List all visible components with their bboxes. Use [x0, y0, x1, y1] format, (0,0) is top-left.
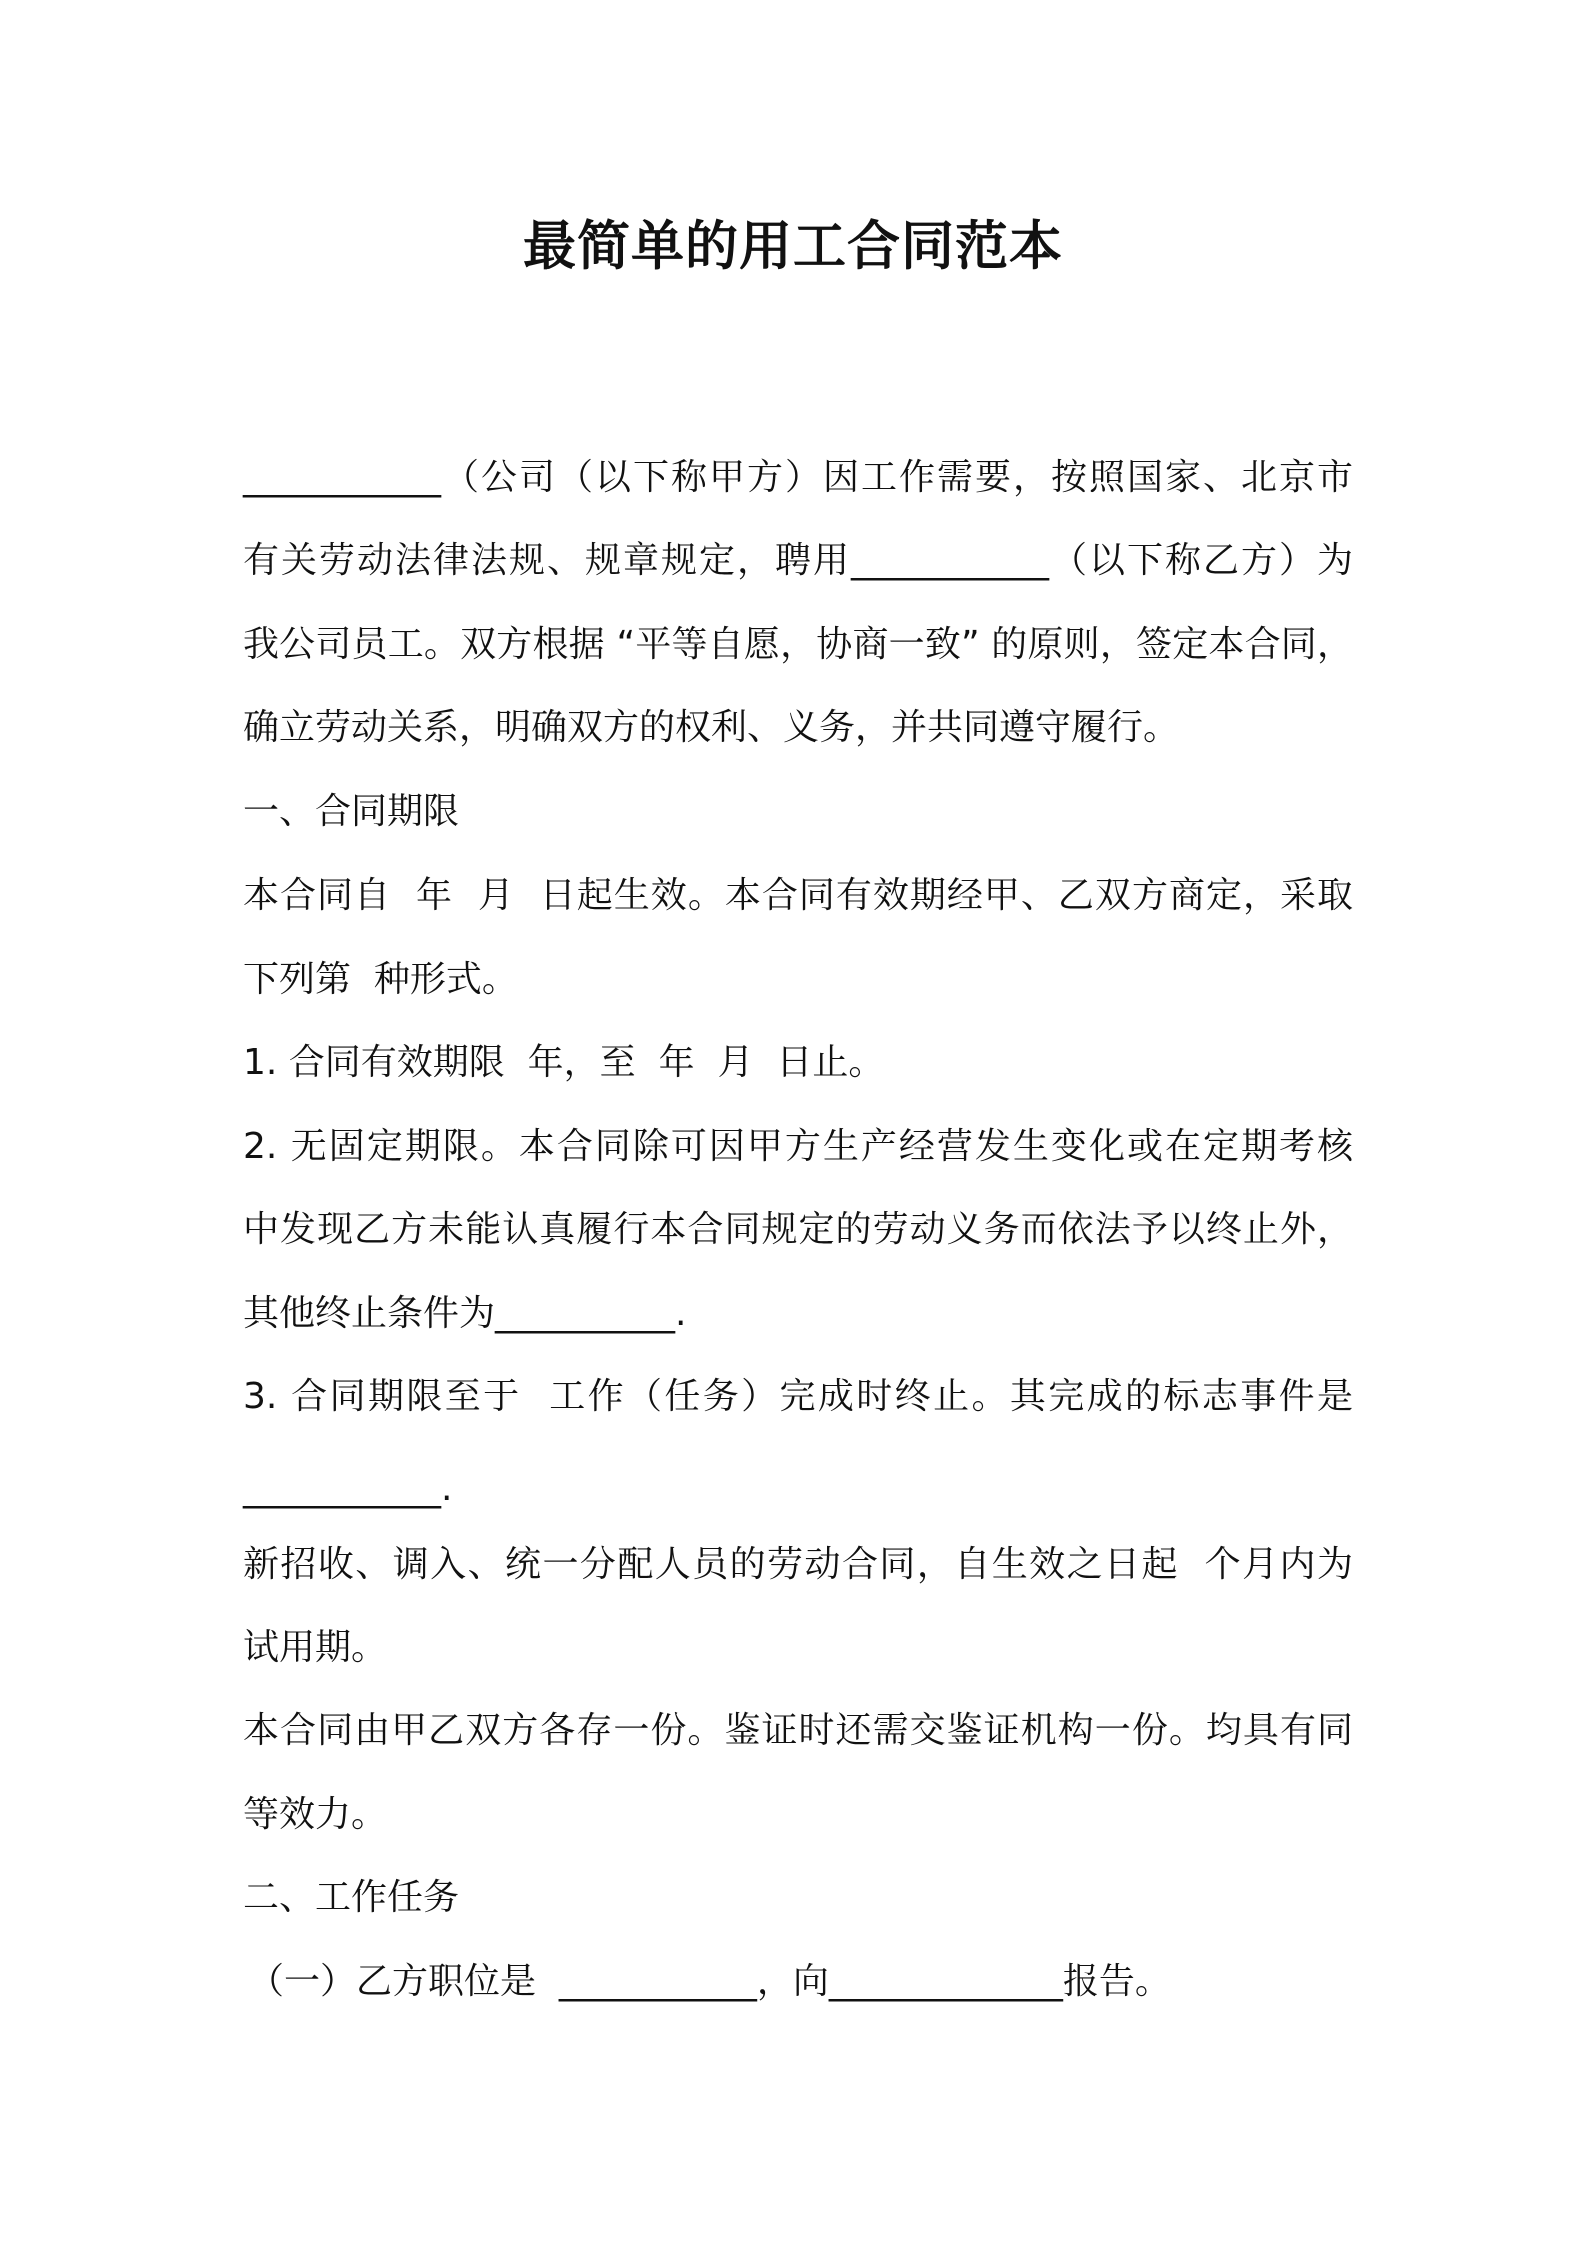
paragraph-line: 下列第 种形式。: [243, 959, 518, 1000]
list-item: 3. 合同期限至于 工作（任务）完成时终止。其完成的标志事件是: [243, 1376, 1353, 1417]
list-item: 2. 无固定期限。本合同除可因甲方生产经营发生变化或在定期考核: [243, 1126, 1353, 1167]
paragraph-line: ___________（公司（以下称甲方）因工作需要，按照国家、北京市: [243, 457, 1353, 498]
paragraph-line: 确立劳动关系，明确双方的权利、义务，并共同遵守履行。: [243, 707, 1180, 748]
paragraph-line: 本合同自 年 月 日起生效。本合同有效期经甲、乙双方商定，采取: [243, 875, 1353, 916]
paragraph-line: 新招收、调入、统一分配人员的劳动合同，自生效之日起 个月内为: [243, 1544, 1353, 1585]
paragraph-line: ___________.: [243, 1468, 453, 1509]
paragraph-line: 试用期。: [243, 1627, 388, 1668]
paragraph-line: 中发现乙方未能认真履行本合同规定的劳动义务而依法予以终止外，: [243, 1209, 1353, 1250]
section-heading: 二、工作任务: [243, 1877, 460, 1918]
list-item: 1. 合同有效期限 年，至 年 月 日止。: [243, 1042, 885, 1083]
paragraph-line: （一）乙方职位是 ___________，向_____________报告。: [248, 1961, 1171, 2002]
document-title: 最简单的用工合同范本: [523, 216, 1063, 277]
paragraph-line: 本合同由甲乙双方各存一份。鉴证时还需交鉴证机构一份。均具有同: [243, 1710, 1353, 1751]
paragraph-line: 等效力。: [243, 1794, 388, 1835]
paragraph-line: 有关劳动法律法规、规章规定，聘用___________（以下称乙方）为: [243, 540, 1353, 581]
paragraph-line: 我公司员工。双方根据 “平等自愿，协商一致” 的原则，签定本合同，: [243, 624, 1353, 665]
paragraph-line: 其他终止条件为__________.: [243, 1293, 687, 1334]
section-heading: 一、合同期限: [243, 791, 460, 832]
